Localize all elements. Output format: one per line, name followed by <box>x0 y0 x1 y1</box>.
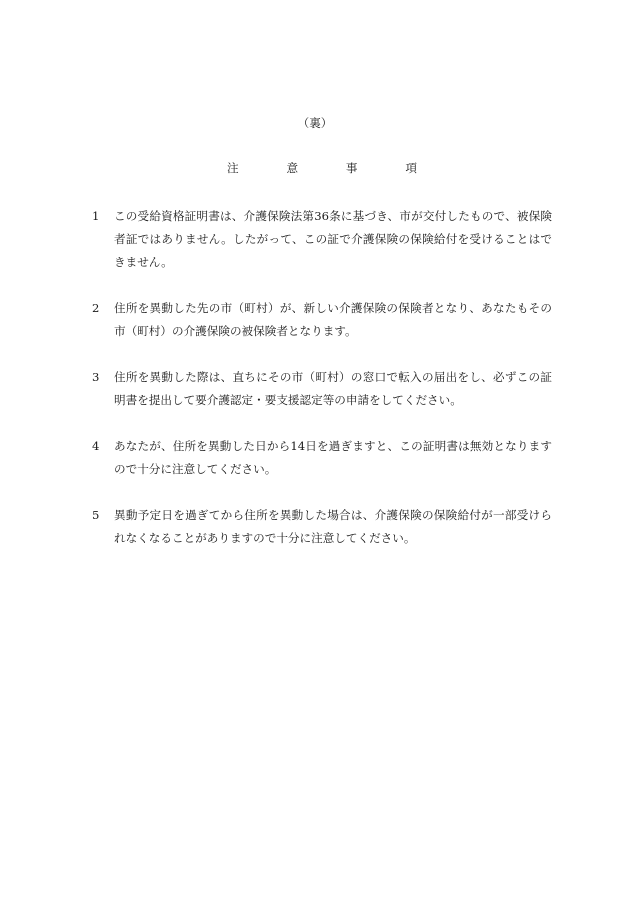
heading-char: 注 <box>227 161 239 175</box>
notice-item-2 <box>92 297 552 343</box>
notice-number: 3 <box>92 370 100 384</box>
notice-number: 5 <box>92 508 100 522</box>
notice-number: 4 <box>92 439 100 453</box>
page-subtitle: （裏） <box>297 116 333 130</box>
notice-number: 2 <box>92 301 100 315</box>
notice-text: この受給資格証明書は、介護保険法第36条に基づき、市が交付したもので、被保険者証ではありません。したがって、この証で介護保険の保険給付を受けることはできません。 <box>114 209 552 269</box>
heading-char: 項 <box>405 161 417 175</box>
page-heading <box>227 160 417 176</box>
notice-item-4 <box>92 435 552 481</box>
notice-item-5 <box>92 504 552 550</box>
heading-char: 意 <box>286 161 299 175</box>
notice-text: 住所を異動した先の市（町村）が、新しい介護保険の保険者となり、あなたもその市（町村）の介護保険の被保険者となります。 <box>114 301 552 338</box>
notice-number: 1 <box>92 209 100 223</box>
notice-item-3 <box>92 366 552 412</box>
notice-text: 異動予定日を過ぎてから住所を異動した場合は、介護保険の保険給付が一部受けられなくなることがありますので十分に注意してください。 <box>114 508 552 545</box>
notice-item-1 <box>92 205 552 274</box>
heading-char: 事 <box>345 161 358 175</box>
notice-text: あなたが、住所を異動した日から14日を過ぎますと、この証明書は無効となりますので十分に注意してください。 <box>114 439 552 476</box>
notice-text: 住所を異動した際は、直ちにその市（町村）の窓口で転入の届出をし、必ずこの証明書を提出して要介護認定・要支援認定等の申請をしてください。 <box>114 370 552 407</box>
notice-list <box>92 205 552 573</box>
